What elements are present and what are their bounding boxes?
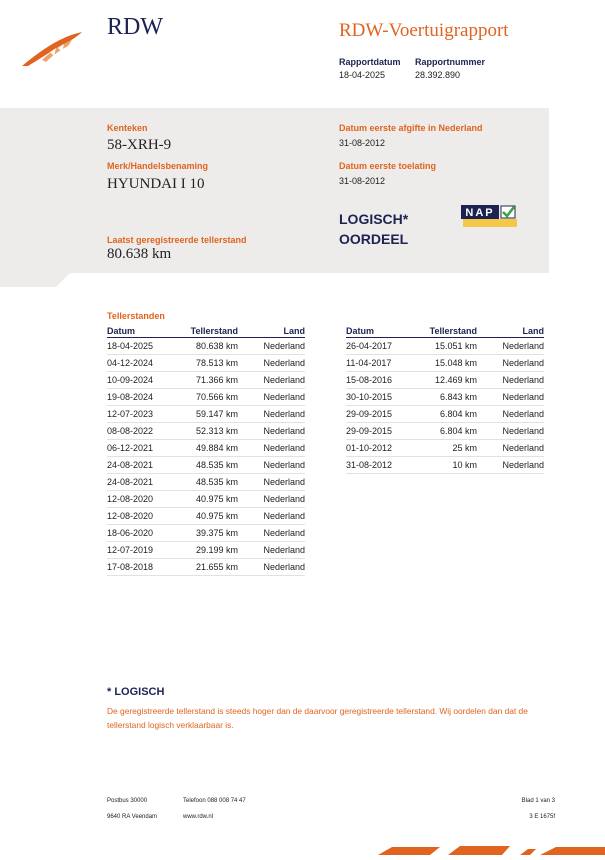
table-row	[107, 406, 305, 423]
cell-tellerstand: 25 km	[428, 440, 477, 457]
nap-text: NAP	[465, 207, 495, 219]
cell-tellerstand: 71.366 km	[189, 372, 238, 389]
footer-website[interactable]: www.rdw.nl	[183, 814, 214, 820]
cell-land: Nederland	[477, 338, 544, 355]
cell-land: Nederland	[238, 423, 305, 440]
table-row	[107, 559, 305, 576]
cell-tellerstand: 29.199 km	[189, 542, 238, 559]
table-row	[107, 423, 305, 440]
nap-logo	[461, 205, 519, 234]
odometer-table-right	[346, 325, 544, 474]
cell-land: Nederland	[238, 474, 305, 491]
cell-tellerstand: 39.375 km	[189, 525, 238, 542]
first-admission-value: 31-08-2012	[339, 176, 386, 186]
cell-land: Nederland	[238, 525, 305, 542]
merk-label: Merk/Handelsbenaming	[107, 161, 209, 171]
report-date-value: 18-04-2025	[339, 70, 386, 80]
verdict-line-1: LOGISCH*	[339, 211, 409, 227]
table-row	[107, 542, 305, 559]
cell-land: Nederland	[477, 355, 544, 372]
col-land: Land	[238, 325, 305, 338]
table-row	[107, 491, 305, 508]
cell-tellerstand: 21.655 km	[189, 559, 238, 576]
cell-datum: 29-09-2015	[346, 406, 428, 423]
report-number-value: 28.392.890	[415, 70, 461, 80]
table-row	[107, 389, 305, 406]
cell-datum: 01-10-2012	[346, 440, 428, 457]
brand-name: RDW	[107, 14, 163, 40]
cell-land: Nederland	[238, 491, 305, 508]
cell-tellerstand: 48.535 km	[189, 474, 238, 491]
cell-datum: 17-08-2018	[107, 559, 189, 576]
cell-tellerstand: 48.535 km	[189, 457, 238, 474]
cell-datum: 06-12-2021	[107, 440, 189, 457]
cell-datum: 29-09-2015	[346, 423, 428, 440]
cell-tellerstand: 52.313 km	[189, 423, 238, 440]
cell-datum: 31-08-2012	[346, 457, 428, 474]
verdict	[339, 209, 459, 249]
cell-land: Nederland	[238, 372, 305, 389]
cell-tellerstand: 6.804 km	[428, 406, 477, 423]
table-row	[346, 372, 544, 389]
cell-land: Nederland	[238, 440, 305, 457]
table-row	[346, 406, 544, 423]
first-nl-date-value: 31-08-2012	[339, 138, 386, 148]
cell-land: Nederland	[238, 406, 305, 423]
last-odometer-label: Laatst geregistreerde tellerstand	[107, 235, 247, 245]
cell-land: Nederland	[477, 440, 544, 457]
cell-datum: 12-08-2020	[107, 508, 189, 525]
cell-tellerstand: 70.566 km	[189, 389, 238, 406]
odometer-history-title: Tellerstanden	[107, 311, 165, 321]
verdict-line-2: OORDEEL	[339, 231, 409, 247]
table-row	[107, 355, 305, 372]
table-row	[107, 338, 305, 355]
cell-datum: 12-08-2020	[107, 491, 189, 508]
table-row	[346, 440, 544, 457]
table-row	[107, 474, 305, 491]
odometer-table-left	[107, 325, 305, 576]
report-date-label: Rapportdatum	[339, 57, 401, 67]
cell-tellerstand: 40.975 km	[189, 491, 238, 508]
footer-address-2: 9640 RA Veendam	[107, 814, 158, 820]
table-row	[346, 389, 544, 406]
table-row	[346, 423, 544, 440]
col-tellerstand: Tellerstand	[429, 326, 477, 336]
cell-datum: 12-07-2023	[107, 406, 189, 423]
cell-datum: 30-10-2015	[346, 389, 428, 406]
col-datum: Datum	[346, 325, 428, 338]
cell-tellerstand: 80.638 km	[189, 338, 238, 355]
col-datum: Datum	[107, 325, 189, 338]
cell-datum: 26-04-2017	[346, 338, 428, 355]
cell-tellerstand: 78.513 km	[189, 355, 238, 372]
cell-land: Nederland	[477, 406, 544, 423]
cell-datum: 24-08-2021	[107, 457, 189, 474]
merk-value: HYUNDAI I 10	[107, 176, 205, 192]
cell-datum: 15-08-2016	[346, 372, 428, 389]
table-row	[346, 338, 544, 355]
band-notch	[0, 273, 70, 292]
kenteken-label: Kenteken	[107, 123, 148, 133]
footer-code: 3 E 1675f	[529, 814, 555, 820]
cell-datum: 04-12-2024	[107, 355, 189, 372]
cell-datum: 18-06-2020	[107, 525, 189, 542]
cell-tellerstand: 10 km	[428, 457, 477, 474]
decorative-stripes	[370, 840, 605, 860]
cell-land: Nederland	[477, 457, 544, 474]
cell-land: Nederland	[238, 338, 305, 355]
note-text: De geregistreerde tellerstand is steeds hoger dan de daarvoor geregistreerde tellerstand. Wij oordelen dan dat de tellerstand logisch verklaarbaar is.	[107, 706, 528, 730]
cell-datum: 24-08-2021	[107, 474, 189, 491]
table-row	[107, 508, 305, 525]
cell-land: Nederland	[477, 423, 544, 440]
table-row	[107, 440, 305, 457]
footer-phone: Telefoon 088 008 74 47	[183, 798, 246, 804]
cell-land: Nederland	[238, 355, 305, 372]
cell-tellerstand: 49.884 km	[189, 440, 238, 457]
cell-datum: 19-08-2024	[107, 389, 189, 406]
footer-address-1: Postbus 30000	[107, 798, 148, 804]
footer-page-number: Blad 1 van 3	[521, 798, 555, 804]
cell-land: Nederland	[238, 389, 305, 406]
rdw-logo-icon	[20, 30, 88, 73]
report-title: RDW-Voertuigrapport	[339, 20, 509, 41]
table-row	[107, 457, 305, 474]
cell-land: Nederland	[477, 389, 544, 406]
note-title: * LOGISCH	[107, 686, 165, 698]
col-tellerstand: Tellerstand	[190, 326, 238, 336]
cell-datum: 18-04-2025	[107, 338, 189, 355]
table-row	[107, 372, 305, 389]
table-row	[107, 525, 305, 542]
cell-tellerstand: 6.804 km	[428, 423, 477, 440]
cell-land: Nederland	[477, 372, 544, 389]
last-odometer-value: 80.638 km	[107, 246, 172, 262]
cell-tellerstand: 59.147 km	[189, 406, 238, 423]
cell-tellerstand: 12.469 km	[428, 372, 477, 389]
cell-land: Nederland	[238, 508, 305, 525]
table-row	[346, 457, 544, 474]
cell-datum: 10-09-2024	[107, 372, 189, 389]
cell-datum: 12-07-2019	[107, 542, 189, 559]
first-nl-date-label: Datum eerste afgifte in Nederland	[339, 123, 483, 133]
cell-tellerstand: 15.051 km	[428, 338, 477, 355]
cell-land: Nederland	[238, 559, 305, 576]
cell-land: Nederland	[238, 542, 305, 559]
col-land: Land	[477, 325, 544, 338]
cell-land: Nederland	[238, 457, 305, 474]
cell-datum: 11-04-2017	[346, 355, 428, 372]
table-row	[346, 355, 544, 372]
cell-tellerstand: 15.048 km	[428, 355, 477, 372]
report-number-label: Rapportnummer	[415, 57, 486, 67]
cell-tellerstand: 6.843 km	[428, 389, 477, 406]
cell-datum: 08-08-2022	[107, 423, 189, 440]
cell-tellerstand: 40.975 km	[189, 508, 238, 525]
kenteken-value: 58-XRH-9	[107, 137, 172, 153]
first-admission-label: Datum eerste toelating	[339, 161, 437, 171]
